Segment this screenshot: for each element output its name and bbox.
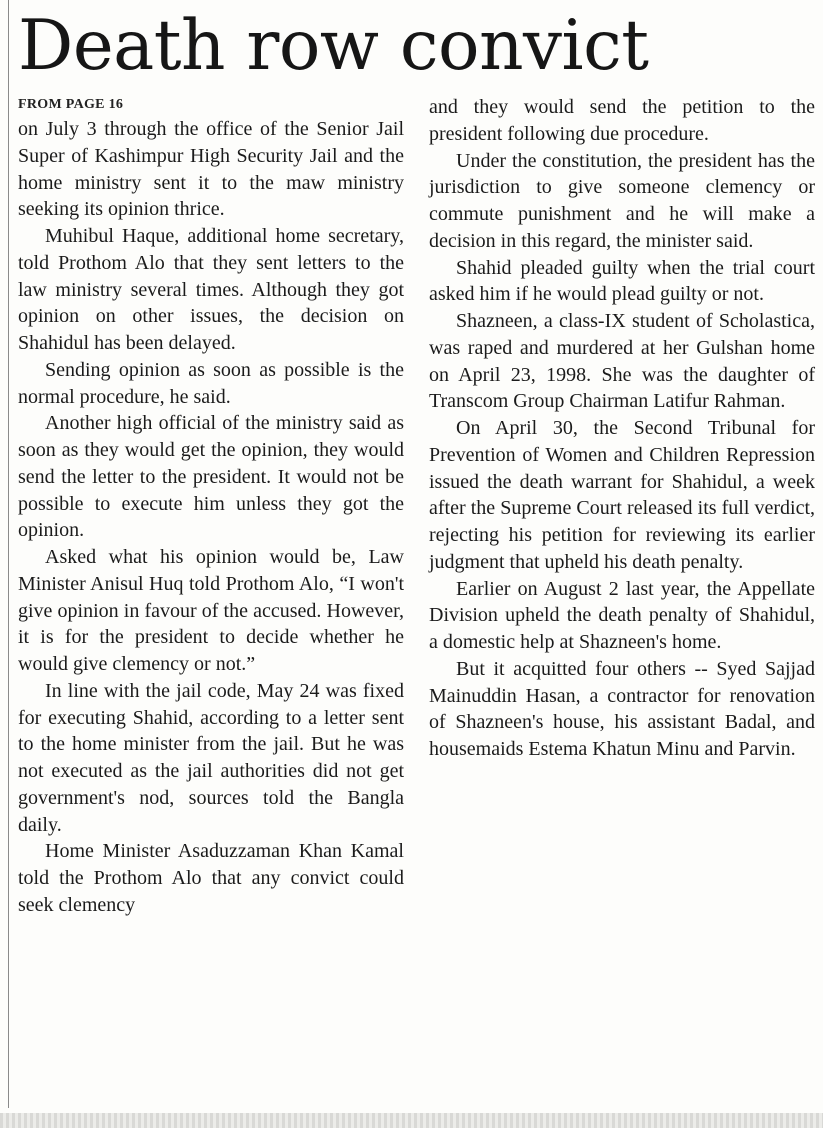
paragraph: Another high official of the ministry said as soon as they would get the opinion, they would send the letter to the president. It would not be possible to execute him unless they got the opinion. — [18, 412, 404, 542]
paragraph: On April 30, the Second Tribunal for Prevention of Women and Children Repression issued the death warrant for Shahidul, a week after the Supreme Court released its full verdict, rejecting his petition for reviewing its earlier judgment that upheld his death penalty. — [429, 417, 815, 573]
bottom-edge — [0, 1113, 823, 1128]
paragraph: In line with the jail code, May 24 was fixed for executing Shahid, according to a letter sent to the home minister from the jail. But he was not executed as the jail authorities did not get government's nod, sources told the Bangla daily. — [18, 679, 404, 836]
column-rule — [8, 0, 9, 1108]
paragraph: Shazneen, a class-IX student of Scholastica, was raped and murdered at her Gulshan home on April 23, 1998. She was the daughter of Transcom Group Chairman Latifur Rahman. — [429, 310, 815, 413]
jump-label: FROM PAGE 16 — [18, 97, 124, 112]
paragraph: Sending opinion as soon as possible is the normal procedure, he said. — [18, 358, 404, 408]
paragraph: and they would send the petition to the president following due procedure. — [429, 96, 815, 145]
paragraph: But it acquitted four others -- Syed Sajjad Mainuddin Hasan, a contractor for renovation of Shazneen's house, his assistant Badal, and housemaids Estema Khatun Minu and Parvin. — [429, 657, 815, 760]
paragraph: Earlier on August 2 last year, the Appellate Division upheld the death penalty of Shahidul, a domestic help at Shazneen's home. — [429, 577, 815, 653]
paragraph: Shahid pleaded guilty when the trial court asked him if he would plead guilty or not. — [429, 256, 815, 306]
article-column-right — [429, 94, 815, 763]
paragraph: Under the constitution, the president has the jurisdiction to give someone clemency or commute punishment and he will make a decision in this regard, the minister said. — [429, 149, 815, 252]
headline: Death row convict — [18, 6, 649, 86]
paragraph: Asked what his opinion would be, Law Minister Anisul Huq told Prothom Alo, “I won't give opinion in favour of the accused. However, it is for the president to decide whether he would give clemency or not.” — [18, 546, 404, 675]
article-column-left — [18, 116, 404, 919]
paragraph: Muhibul Haque, additional home secretary, told Prothom Alo that they sent letters to the law ministry several times. Although they got opinion on other issues, the decision on Shahidul has been delayed. — [18, 225, 404, 354]
paragraph: Home Minister Asaduzzaman Khan Kamal told the Prothom Alo that any convict could seek clemency — [18, 840, 404, 916]
paragraph: on July 3 through the office of the Senior Jail Super of Kashimpur High Security Jail and the home ministry sent it to the maw ministry seeking its opinion thrice. — [18, 118, 404, 221]
